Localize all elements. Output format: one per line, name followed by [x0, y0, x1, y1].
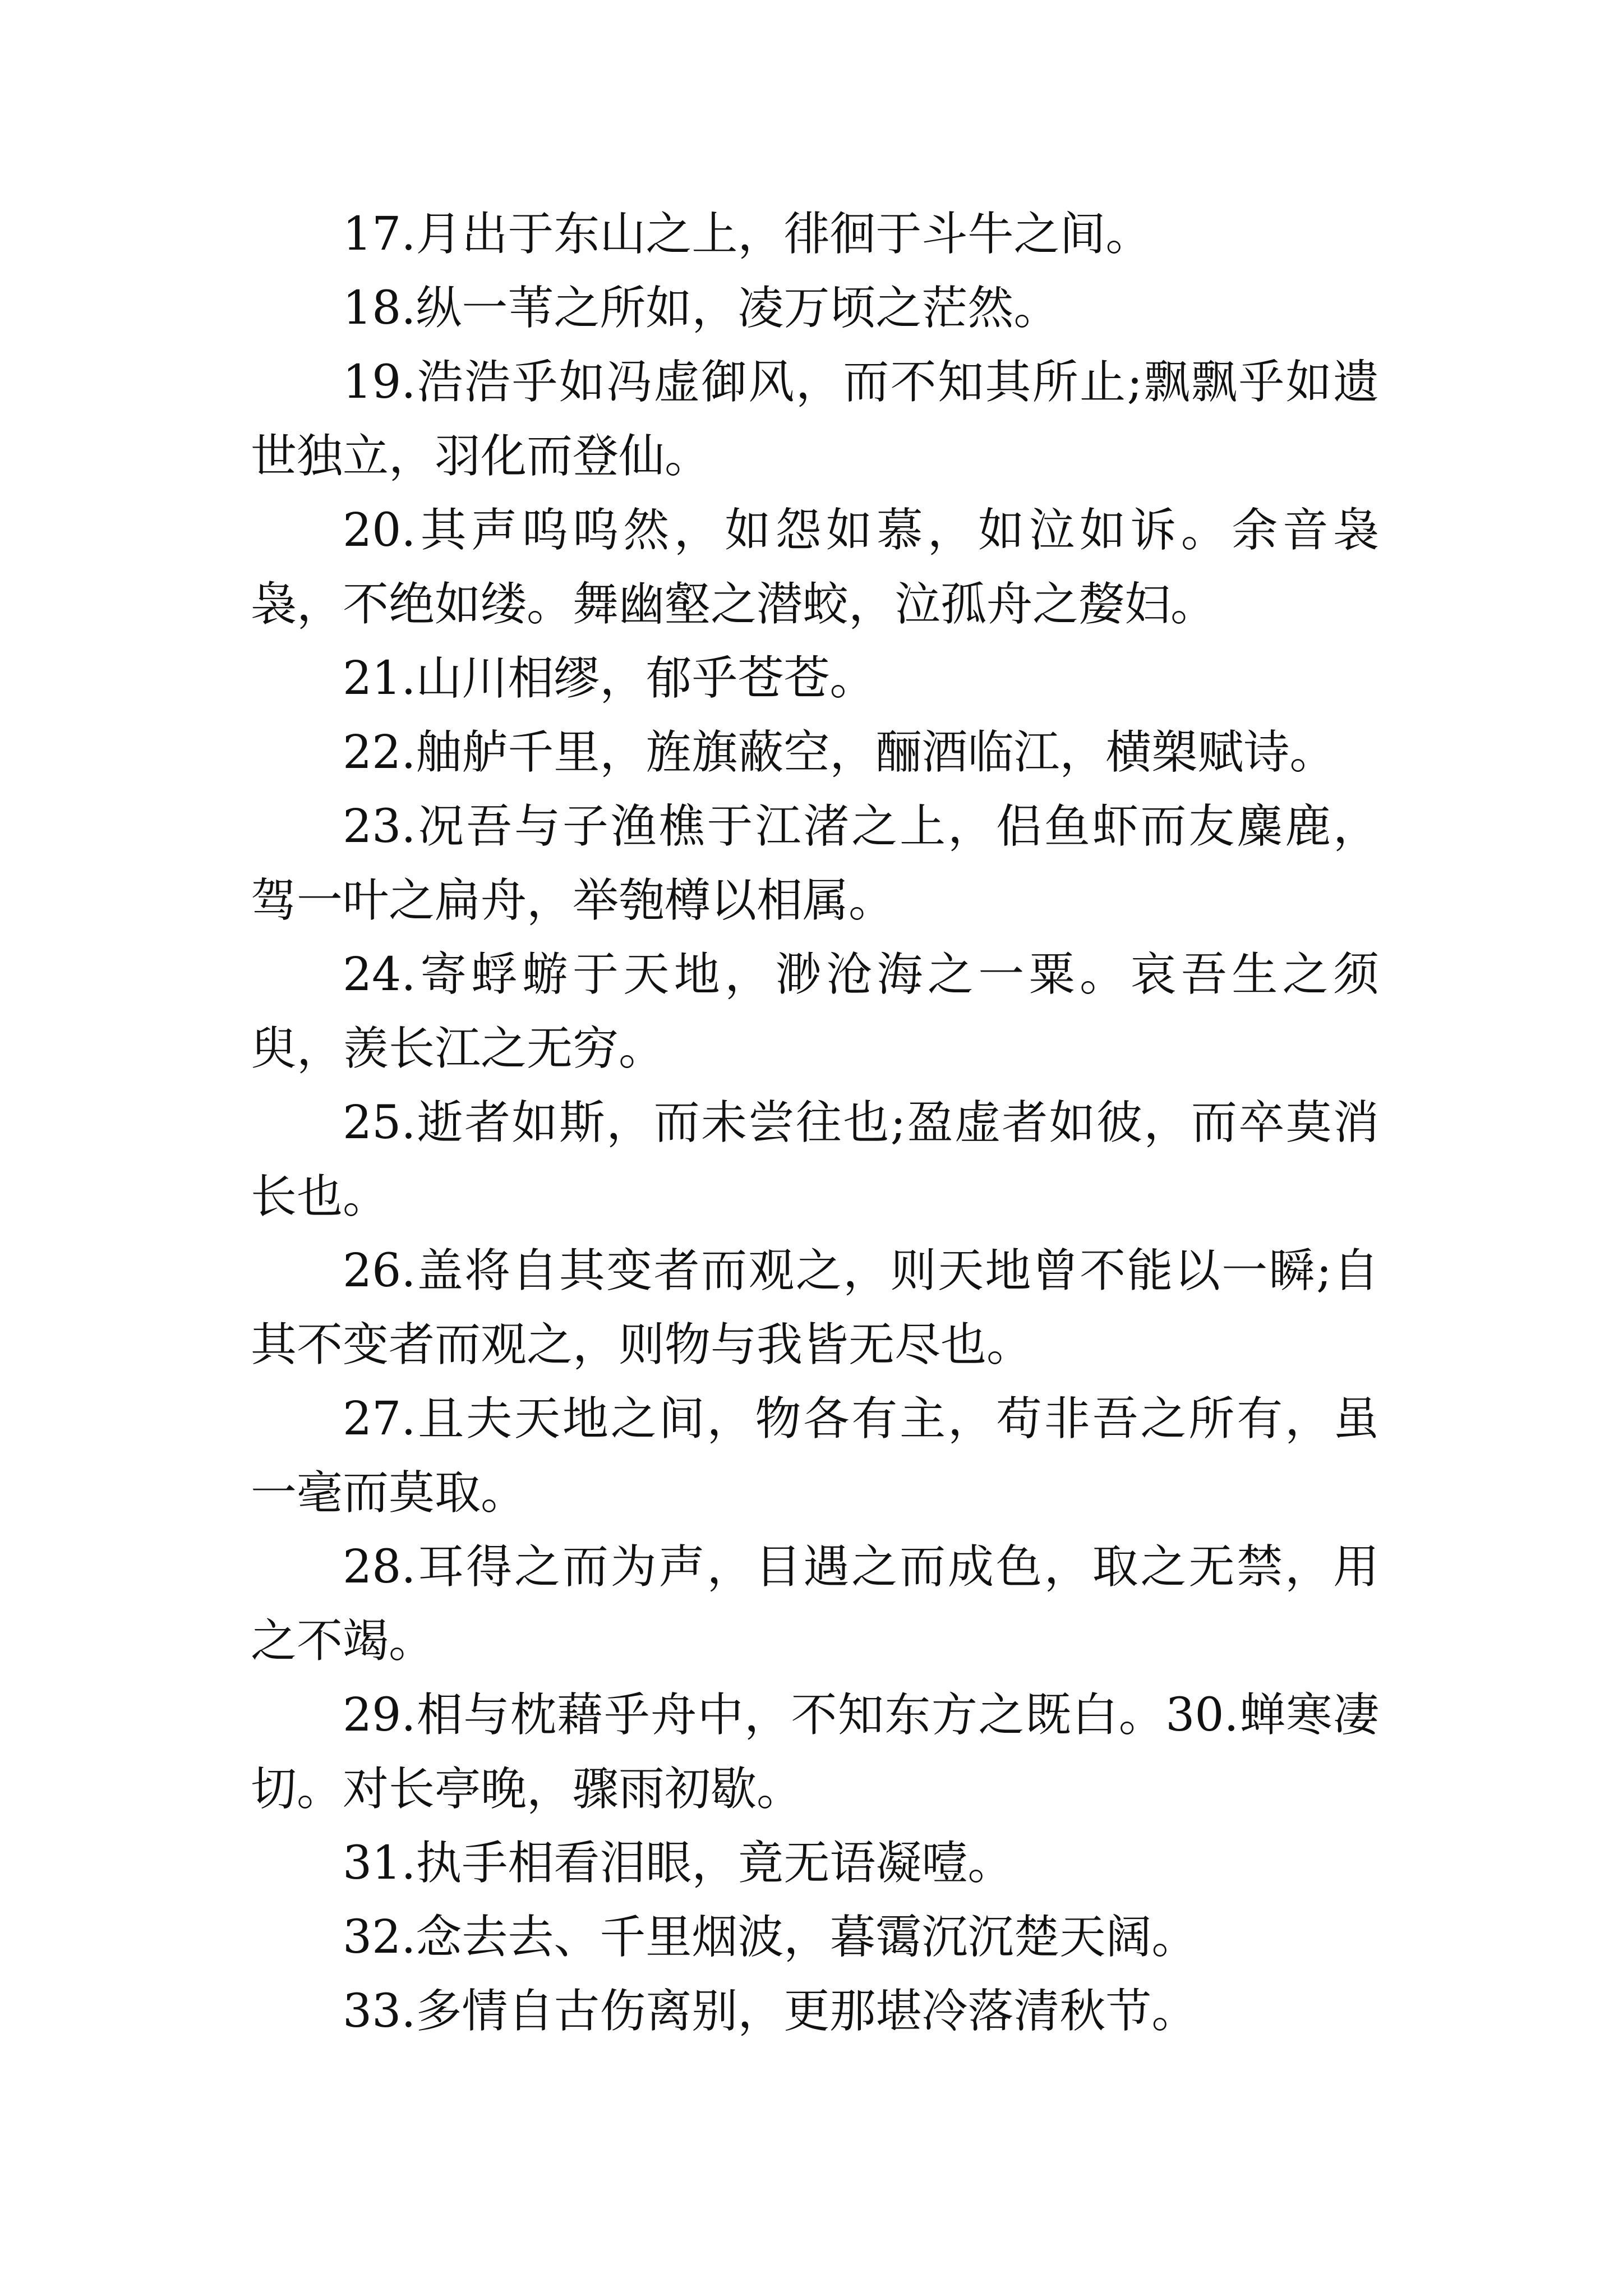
- paragraph-24: 24.寄蜉蝣于天地，渺沧海之一粟。哀吾生之须臾，羡长江之无穷。: [251, 948, 1379, 1075]
- paragraph-29: 29.相与枕藉乎舟中，不知东方之既白。30.蝉寒凄切。对长亭晚，骤雨初歇。: [251, 1688, 1379, 1816]
- paragraph-22: 22.舳舻千里，旌旗蔽空，酾酒临江，横槊赋诗。: [343, 726, 1336, 779]
- paragraph-28: 28.耳得之而为声，目遇之而成色，取之无禁，用之不竭。: [251, 1540, 1379, 1668]
- paragraph-32: 32.念去去、千里烟波，暮霭沉沉楚天阔。: [343, 1911, 1198, 1964]
- paragraph-26: 26.盖将自其变者而观之，则天地曾不能以一瞬;自其不变者而观之，则物与我皆无尽也。: [251, 1244, 1379, 1372]
- paragraph-20: 20.其声呜呜然，如怨如慕，如泣如诉。余音袅袅，不绝如缕。舞幽壑之潜蛟，泣孤舟之嫠妇。: [251, 504, 1379, 631]
- paragraph-27: 27.且夫天地之间，物各有主，苟非吾之所有，虽一毫而莫取。: [251, 1392, 1379, 1520]
- paragraph-31: 31.执手相看泪眼，竟无语凝噎。: [343, 1837, 1014, 1890]
- paragraph-21: 21.山川相缪，郁乎苍苍。: [343, 652, 876, 705]
- paragraph-25: 25.逝者如斯，而未尝往也;盈虚者如彼，而卒莫消长也。: [251, 1096, 1379, 1223]
- paragraph-33: 33.多情自古伤离别，更那堪冷落清秋节。: [343, 1985, 1198, 2038]
- paragraph-18: 18.纵一苇之所如，凌万顷之茫然。: [343, 282, 1060, 335]
- paragraph-23: 23.况吾与子渔樵于江渚之上，侣鱼虾而友麋鹿，驾一叶之扁舟，举匏樽以相属。: [251, 800, 1379, 927]
- document-body: [251, 197, 1379, 2049]
- paragraph-19: 19.浩浩乎如冯虚御风，而不知其所止;飘飘乎如遗世独立，羽化而登仙。: [251, 356, 1379, 483]
- paragraph-17: 17.月出于东山之上，徘徊于斗牛之间。: [343, 208, 1152, 261]
